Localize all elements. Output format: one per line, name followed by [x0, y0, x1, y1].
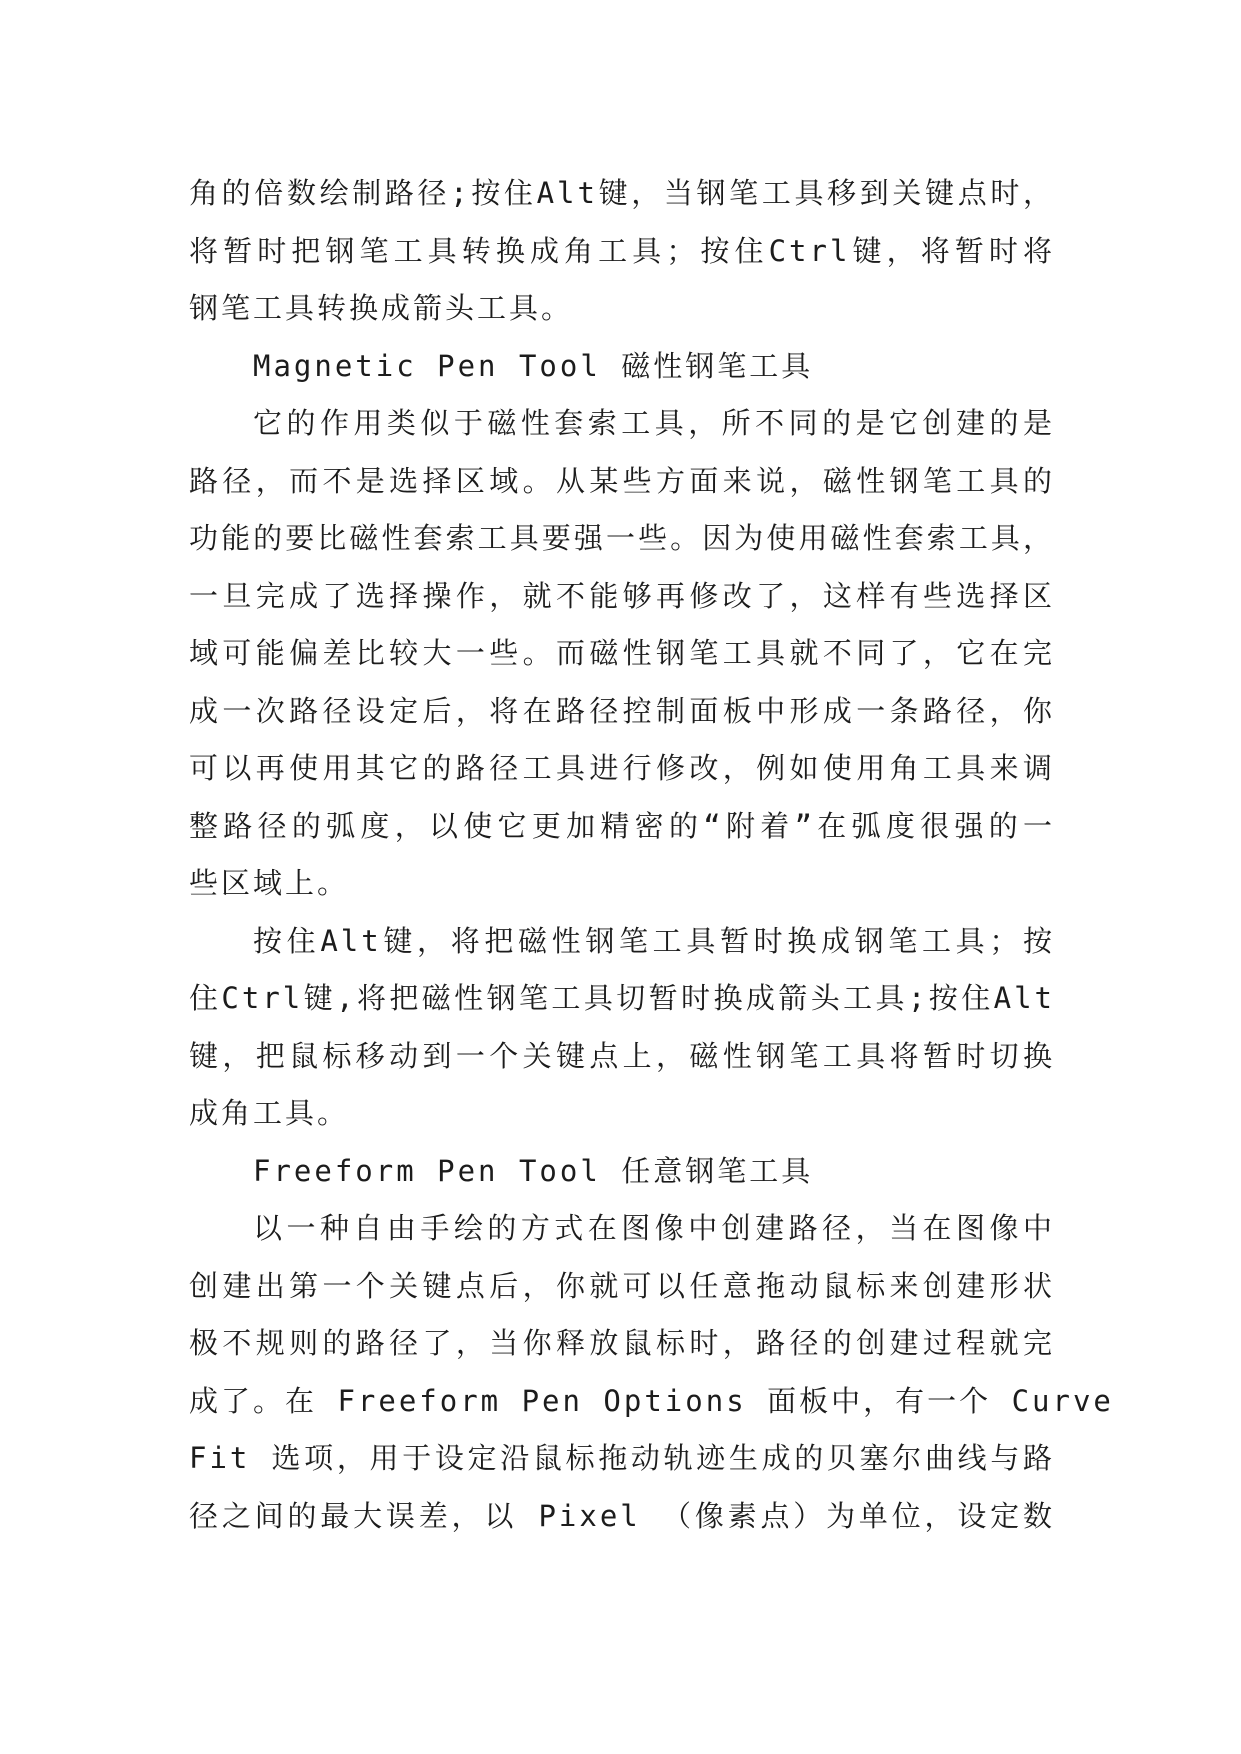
section-heading: Magnetic Pen Tool 磁性钢笔工具 [253, 348, 814, 383]
text-line: 成了。在 Freeform Pen Options 面板中，有一个 Curve [189, 1383, 1114, 1418]
text-line: 成一次路径设定后，将在路径控制面板中形成一条路径，你 [189, 693, 1055, 728]
text-line: 域可能偏差比较大一些。而磁性钢笔工具就不同了，它在完 [189, 636, 1055, 670]
text-line: 以一种自由手绘的方式在图像中创建路径，当在图像中 [253, 1211, 1055, 1245]
text-line: 创建出第一个关键点后，你就可以任意拖动鼠标来创建形状 [189, 1268, 1055, 1303]
text-line: 成角工具。 [189, 1096, 350, 1130]
section-heading: Freeform Pen Tool 任意钢笔工具 [253, 1153, 814, 1188]
text-line: 它的作用类似于磁性套索工具，所不同的是它创建的是 [253, 406, 1055, 440]
text-line: 极不规则的路径了，当你释放鼠标时，路径的创建过程就完 [189, 1326, 1055, 1360]
text-line: 路径，而不是选择区域。从某些方面来说，磁性钢笔工具的 [189, 463, 1055, 498]
text-line: 将暂时把钢笔工具转换成角工具；按住Ctrl键，将暂时将 [189, 233, 1055, 268]
text-line: 住Ctrl键,将把磁性钢笔工具切暂时换成箭头工具;按住Alt [189, 981, 1055, 1015]
text-line: 钢笔工具转换成箭头工具。 [189, 291, 574, 325]
text-line: 角的倍数绘制路径;按住Alt键，当钢笔工具移到关键点时， [189, 176, 1055, 210]
text-line: 可以再使用其它的路径工具进行修改，例如使用角工具来调 [189, 751, 1055, 785]
text-line: 键，把鼠标移动到一个关键点上，磁性钢笔工具将暂时切换 [189, 1038, 1055, 1073]
document-page [189, 165, 1114, 1545]
text-line: 些区域上。 [189, 866, 350, 900]
text-line: 功能的要比磁性套索工具要强一些。因为使用磁性套索工具， [189, 521, 1055, 555]
text-line: 径之间的最大误差，以 Pixel （像素点）为单位，设定数 [189, 1498, 1055, 1533]
text-line: 按住Alt键，将把磁性钢笔工具暂时换成钢笔工具；按 [253, 923, 1055, 958]
text-line: 整路径的弧度，以使它更加精密的“附着”在弧度很强的一 [189, 808, 1055, 843]
text-line: Fit 选项，用于设定沿鼠标拖动轨迹生成的贝塞尔曲线与路 [189, 1441, 1055, 1475]
text-line: 一旦完成了选择操作，就不能够再修改了，这样有些选择区 [189, 578, 1055, 613]
